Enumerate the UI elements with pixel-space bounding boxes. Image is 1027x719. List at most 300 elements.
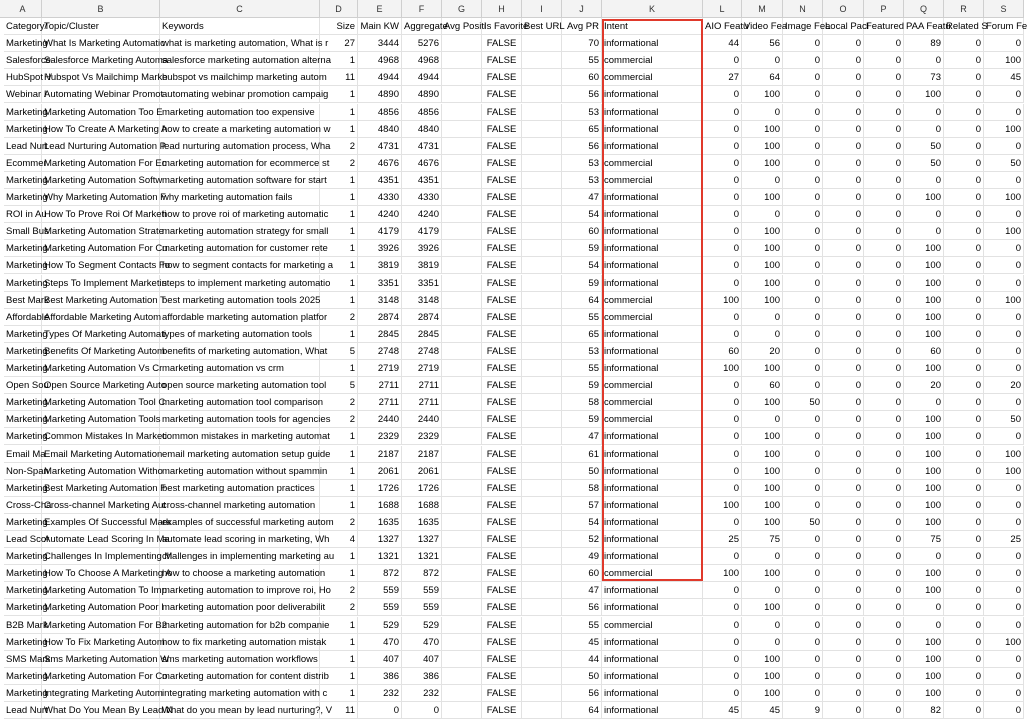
table-cell[interactable]: FALSE: [482, 86, 522, 103]
table-cell[interactable]: 4840: [358, 121, 402, 138]
table-cell[interactable]: HubSpot V: [4, 69, 42, 86]
table-cell[interactable]: 4856: [358, 104, 402, 121]
table-cell[interactable]: 0: [703, 155, 742, 172]
table-cell[interactable]: 0: [864, 514, 904, 531]
table-cell[interactable]: Marketing Automation Strate: [42, 223, 160, 240]
table-cell[interactable]: 100: [742, 360, 783, 377]
table-cell[interactable]: 1: [320, 634, 358, 651]
table-cell[interactable]: 0: [703, 206, 742, 223]
column-letter-r[interactable]: R: [944, 0, 984, 18]
table-cell[interactable]: 1: [320, 240, 358, 257]
table-cell[interactable]: 0: [944, 514, 984, 531]
table-cell[interactable]: 1: [320, 189, 358, 206]
table-cell[interactable]: 872: [358, 565, 402, 582]
table-cell[interactable]: 559: [358, 582, 402, 599]
table-cell[interactable]: Marketing: [4, 685, 42, 702]
table-cell[interactable]: 100: [904, 634, 944, 651]
table-cell[interactable]: 0: [783, 428, 823, 445]
table-cell[interactable]: 2: [320, 411, 358, 428]
table-cell[interactable]: 59: [562, 275, 602, 292]
table-cell[interactable]: automate lead scoring in marketing, Wh: [160, 531, 320, 548]
table-cell[interactable]: 2874: [402, 309, 442, 326]
table-cell[interactable]: 232: [402, 685, 442, 702]
table-cell[interactable]: 0: [783, 189, 823, 206]
table-cell[interactable]: automating webinar promotion campaig: [160, 86, 320, 103]
table-cell[interactable]: 0: [703, 617, 742, 634]
table-cell[interactable]: 60: [703, 343, 742, 360]
table-cell[interactable]: commercial: [602, 172, 703, 189]
table-cell[interactable]: 0: [703, 121, 742, 138]
table-cell[interactable]: 0: [823, 360, 864, 377]
table-cell[interactable]: 100: [742, 480, 783, 497]
table-cell[interactable]: Benefits Of Marketing Autom: [42, 343, 160, 360]
header-cell-h[interactable]: Is Favorite: [482, 18, 522, 35]
table-cell[interactable]: 0: [783, 463, 823, 480]
table-cell[interactable]: 0: [783, 155, 823, 172]
table-cell[interactable]: 1327: [358, 531, 402, 548]
table-cell[interactable]: Marketing Automation For Cu: [42, 240, 160, 257]
table-cell[interactable]: FALSE: [482, 548, 522, 565]
table-cell[interactable]: 100: [904, 668, 944, 685]
table-cell[interactable]: 1726: [358, 480, 402, 497]
table-cell[interactable]: commercial: [602, 155, 703, 172]
table-cell[interactable]: 0: [944, 428, 984, 445]
table-cell[interactable]: 0: [823, 223, 864, 240]
table-cell[interactable]: 4731: [358, 138, 402, 155]
table-cell[interactable]: Why Marketing Automation F: [42, 189, 160, 206]
header-cell-s[interactable]: Forum Fe: [984, 18, 1024, 35]
table-cell[interactable]: 1: [320, 104, 358, 121]
table-cell[interactable]: 1: [320, 651, 358, 668]
column-letter-a[interactable]: A: [4, 0, 42, 18]
table-cell[interactable]: 50: [904, 138, 944, 155]
table-cell[interactable]: 0: [944, 377, 984, 394]
table-cell[interactable]: informational: [602, 685, 703, 702]
header-cell-m[interactable]: Video Fea: [742, 18, 783, 35]
table-cell[interactable]: 1: [320, 428, 358, 445]
table-cell[interactable]: 2719: [402, 360, 442, 377]
table-cell[interactable]: 0: [742, 52, 783, 69]
table-cell[interactable]: 0: [742, 309, 783, 326]
table-cell[interactable]: Non-Span: [4, 463, 42, 480]
table-cell[interactable]: Steps To Implement Marketin: [42, 275, 160, 292]
table-cell[interactable]: 0: [864, 531, 904, 548]
table-cell[interactable]: 45: [742, 702, 783, 719]
table-cell[interactable]: FALSE: [482, 69, 522, 86]
table-cell[interactable]: How To Create A Marketing A: [42, 121, 160, 138]
table-cell[interactable]: 100: [742, 189, 783, 206]
table-cell[interactable]: [442, 634, 482, 651]
table-cell[interactable]: Marketing: [4, 326, 42, 343]
table-cell[interactable]: Sms Marketing Automation W: [42, 651, 160, 668]
table-cell[interactable]: 2440: [402, 411, 442, 428]
table-cell[interactable]: 47: [562, 428, 602, 445]
table-cell[interactable]: informational: [602, 514, 703, 531]
table-cell[interactable]: Marketing Automation Poor I: [42, 599, 160, 616]
table-cell[interactable]: 0: [944, 121, 984, 138]
table-cell[interactable]: 4351: [402, 172, 442, 189]
table-cell[interactable]: 0: [823, 275, 864, 292]
table-cell[interactable]: 100: [904, 326, 944, 343]
table-cell[interactable]: 0: [984, 497, 1024, 514]
table-cell[interactable]: Salesforce Marketing Automa: [42, 52, 160, 69]
table-cell[interactable]: commercial: [602, 411, 703, 428]
table-cell[interactable]: 232: [358, 685, 402, 702]
table-cell[interactable]: 0: [864, 668, 904, 685]
table-cell[interactable]: [522, 121, 562, 138]
table-cell[interactable]: 73: [904, 69, 944, 86]
table-cell[interactable]: informational: [602, 206, 703, 223]
table-cell[interactable]: [442, 309, 482, 326]
table-cell[interactable]: [522, 428, 562, 445]
table-cell[interactable]: 27: [703, 69, 742, 86]
table-cell[interactable]: 100: [703, 292, 742, 309]
table-cell[interactable]: examples of successful marketing autom: [160, 514, 320, 531]
table-cell[interactable]: Marketing: [4, 104, 42, 121]
table-cell[interactable]: 0: [703, 275, 742, 292]
table-cell[interactable]: SMS Mark: [4, 651, 42, 668]
table-cell[interactable]: 1: [320, 206, 358, 223]
table-cell[interactable]: 3148: [402, 292, 442, 309]
table-cell[interactable]: 60: [562, 223, 602, 240]
table-cell[interactable]: 0: [823, 292, 864, 309]
table-cell[interactable]: 100: [904, 582, 944, 599]
table-cell[interactable]: FALSE: [482, 668, 522, 685]
table-cell[interactable]: [442, 326, 482, 343]
table-cell[interactable]: 0: [742, 411, 783, 428]
table-cell[interactable]: Marketing: [4, 411, 42, 428]
table-cell[interactable]: 0: [864, 35, 904, 52]
table-cell[interactable]: 0: [783, 497, 823, 514]
table-cell[interactable]: 100: [742, 497, 783, 514]
table-cell[interactable]: 0: [783, 104, 823, 121]
column-letter-o[interactable]: O: [823, 0, 864, 18]
table-cell[interactable]: 4676: [402, 155, 442, 172]
table-cell[interactable]: 0: [864, 223, 904, 240]
table-cell[interactable]: Marketing: [4, 172, 42, 189]
table-cell[interactable]: FALSE: [482, 360, 522, 377]
table-cell[interactable]: FALSE: [482, 497, 522, 514]
table-cell[interactable]: informational: [602, 599, 703, 616]
header-cell-b[interactable]: Topic/Cluster: [42, 18, 160, 35]
table-cell[interactable]: 0: [783, 582, 823, 599]
table-cell[interactable]: marketing automation for customer rete: [160, 240, 320, 257]
table-cell[interactable]: [442, 702, 482, 719]
table-cell[interactable]: 2874: [358, 309, 402, 326]
table-cell[interactable]: 0: [944, 240, 984, 257]
table-cell[interactable]: 27: [320, 35, 358, 52]
table-cell[interactable]: marketing automation for ecommerce st: [160, 155, 320, 172]
table-cell[interactable]: informational: [602, 428, 703, 445]
table-cell[interactable]: FALSE: [482, 292, 522, 309]
table-cell[interactable]: marketing automation to improve roi, Ho: [160, 582, 320, 599]
table-cell[interactable]: [522, 104, 562, 121]
table-cell[interactable]: 2: [320, 514, 358, 531]
table-cell[interactable]: 20: [904, 377, 944, 394]
table-cell[interactable]: 2187: [358, 446, 402, 463]
table-cell[interactable]: 75: [904, 531, 944, 548]
table-cell[interactable]: 4856: [402, 104, 442, 121]
column-letter-f[interactable]: F: [402, 0, 442, 18]
table-cell[interactable]: best marketing automation tools 2025: [160, 292, 320, 309]
table-cell[interactable]: Marketing Automation Witho: [42, 463, 160, 480]
table-cell[interactable]: 100: [904, 497, 944, 514]
table-cell[interactable]: [442, 548, 482, 565]
table-cell[interactable]: 100: [984, 446, 1024, 463]
table-cell[interactable]: Cross-Cha: [4, 497, 42, 514]
table-cell[interactable]: 4179: [402, 223, 442, 240]
header-cell-o[interactable]: Local Pacl: [823, 18, 864, 35]
table-cell[interactable]: FALSE: [482, 514, 522, 531]
column-letter-g[interactable]: G: [442, 0, 482, 18]
table-cell[interactable]: 0: [703, 309, 742, 326]
header-cell-a[interactable]: Category/: [4, 18, 42, 35]
table-cell[interactable]: 1: [320, 685, 358, 702]
table-cell[interactable]: 0: [783, 326, 823, 343]
header-cell-d[interactable]: Size: [320, 18, 358, 35]
table-cell[interactable]: 0: [984, 326, 1024, 343]
table-cell[interactable]: [522, 394, 562, 411]
table-cell[interactable]: 100: [742, 86, 783, 103]
table-cell[interactable]: Automate Lead Scoring In Ma: [42, 531, 160, 548]
table-cell[interactable]: 0: [864, 69, 904, 86]
table-cell[interactable]: 100: [742, 138, 783, 155]
table-cell[interactable]: 2329: [402, 428, 442, 445]
table-cell[interactable]: 0: [984, 668, 1024, 685]
table-cell[interactable]: 0: [823, 155, 864, 172]
table-cell[interactable]: Marketing: [4, 548, 42, 565]
table-cell[interactable]: 0: [823, 257, 864, 274]
table-cell[interactable]: [522, 326, 562, 343]
table-cell[interactable]: 100: [904, 86, 944, 103]
table-cell[interactable]: How To Choose A Marketing A: [42, 565, 160, 582]
table-cell[interactable]: 0: [984, 685, 1024, 702]
table-cell[interactable]: 0: [823, 565, 864, 582]
table-cell[interactable]: 0: [703, 52, 742, 69]
table-cell[interactable]: 2845: [358, 326, 402, 343]
table-cell[interactable]: Integrating Marketing Autom: [42, 685, 160, 702]
table-cell[interactable]: 0: [823, 377, 864, 394]
table-cell[interactable]: 0: [703, 548, 742, 565]
table-cell[interactable]: 0: [864, 155, 904, 172]
table-cell[interactable]: 1: [320, 548, 358, 565]
table-cell[interactable]: Automating Webinar Promot: [42, 86, 160, 103]
table-cell[interactable]: 0: [984, 360, 1024, 377]
table-cell[interactable]: 0: [823, 69, 864, 86]
table-cell[interactable]: 50: [783, 394, 823, 411]
table-cell[interactable]: 0: [823, 702, 864, 719]
table-cell[interactable]: 872: [402, 565, 442, 582]
table-cell[interactable]: [522, 292, 562, 309]
table-cell[interactable]: 100: [742, 565, 783, 582]
table-cell[interactable]: [442, 565, 482, 582]
table-cell[interactable]: [522, 582, 562, 599]
table-cell[interactable]: 0: [984, 599, 1024, 616]
table-cell[interactable]: 3819: [402, 257, 442, 274]
table-cell[interactable]: 2: [320, 394, 358, 411]
table-cell[interactable]: 0: [823, 463, 864, 480]
table-cell[interactable]: [442, 206, 482, 223]
table-cell[interactable]: 0: [783, 52, 823, 69]
table-cell[interactable]: 4676: [358, 155, 402, 172]
table-cell[interactable]: 25: [984, 531, 1024, 548]
table-cell[interactable]: [522, 463, 562, 480]
table-cell[interactable]: 0: [823, 617, 864, 634]
table-cell[interactable]: Types Of Marketing Automati: [42, 326, 160, 343]
table-cell[interactable]: 44: [703, 35, 742, 52]
table-cell[interactable]: 4731: [402, 138, 442, 155]
table-cell[interactable]: 55: [562, 617, 602, 634]
table-cell[interactable]: 50: [904, 155, 944, 172]
table-cell[interactable]: 0: [823, 685, 864, 702]
table-cell[interactable]: 49: [562, 548, 602, 565]
table-cell[interactable]: informational: [602, 189, 703, 206]
table-cell[interactable]: marketing automation for b2b companie: [160, 617, 320, 634]
table-cell[interactable]: [522, 514, 562, 531]
table-cell[interactable]: [442, 240, 482, 257]
table-cell[interactable]: commercial: [602, 377, 703, 394]
table-cell[interactable]: [442, 582, 482, 599]
table-cell[interactable]: 0: [703, 189, 742, 206]
table-cell[interactable]: common mistakes in marketing automat: [160, 428, 320, 445]
table-cell[interactable]: informational: [602, 463, 703, 480]
table-cell[interactable]: 0: [864, 257, 904, 274]
table-cell[interactable]: 100: [742, 428, 783, 445]
table-cell[interactable]: 0: [944, 52, 984, 69]
table-cell[interactable]: [522, 668, 562, 685]
table-cell[interactable]: Marketing Automation For Ec: [42, 155, 160, 172]
table-cell[interactable]: 0: [703, 172, 742, 189]
table-cell[interactable]: 0: [703, 394, 742, 411]
table-cell[interactable]: 55: [562, 360, 602, 377]
table-cell[interactable]: 0: [944, 275, 984, 292]
table-cell[interactable]: [522, 52, 562, 69]
table-cell[interactable]: What do you mean by lead nurturing?, V: [160, 702, 320, 719]
table-cell[interactable]: FALSE: [482, 309, 522, 326]
table-cell[interactable]: 0: [783, 651, 823, 668]
column-letter-s[interactable]: S: [984, 0, 1024, 18]
table-cell[interactable]: 0: [823, 35, 864, 52]
table-cell[interactable]: [442, 52, 482, 69]
table-cell[interactable]: 0: [703, 634, 742, 651]
table-cell[interactable]: [522, 497, 562, 514]
table-cell[interactable]: 100: [703, 497, 742, 514]
table-cell[interactable]: 0: [944, 480, 984, 497]
table-cell[interactable]: 0: [944, 189, 984, 206]
table-cell[interactable]: 100: [742, 651, 783, 668]
table-cell[interactable]: 0: [402, 702, 442, 719]
table-cell[interactable]: 100: [904, 240, 944, 257]
table-cell[interactable]: FALSE: [482, 411, 522, 428]
table-cell[interactable]: 0: [984, 172, 1024, 189]
table-cell[interactable]: 559: [358, 599, 402, 616]
table-cell[interactable]: 56: [562, 599, 602, 616]
header-cell-j[interactable]: Avg PR: [562, 18, 602, 35]
table-cell[interactable]: marketing automation strategy for small: [160, 223, 320, 240]
table-cell[interactable]: [522, 275, 562, 292]
table-cell[interactable]: 0: [783, 685, 823, 702]
table-cell[interactable]: 0: [944, 565, 984, 582]
table-cell[interactable]: Marketing: [4, 599, 42, 616]
table-cell[interactable]: 100: [904, 514, 944, 531]
table-cell[interactable]: 100: [742, 275, 783, 292]
table-cell[interactable]: 56: [562, 86, 602, 103]
table-cell[interactable]: 82: [904, 702, 944, 719]
column-letter-b[interactable]: B: [42, 0, 160, 18]
table-cell[interactable]: [522, 377, 562, 394]
table-cell[interactable]: 1: [320, 121, 358, 138]
table-cell[interactable]: 100: [904, 257, 944, 274]
table-cell[interactable]: 4351: [358, 172, 402, 189]
column-letter-q[interactable]: Q: [904, 0, 944, 18]
table-cell[interactable]: 58: [562, 394, 602, 411]
table-cell[interactable]: open source marketing automation tool: [160, 377, 320, 394]
table-cell[interactable]: 1: [320, 497, 358, 514]
table-cell[interactable]: 0: [944, 599, 984, 616]
table-cell[interactable]: 0: [703, 377, 742, 394]
table-cell[interactable]: 470: [402, 634, 442, 651]
table-cell[interactable]: 0: [703, 446, 742, 463]
table-cell[interactable]: FALSE: [482, 275, 522, 292]
table-cell[interactable]: 4179: [358, 223, 402, 240]
table-cell[interactable]: 0: [904, 617, 944, 634]
table-cell[interactable]: 0: [783, 360, 823, 377]
table-cell[interactable]: 1327: [402, 531, 442, 548]
table-cell[interactable]: Lead Nurt: [4, 138, 42, 155]
table-cell[interactable]: Marketing Automation Tools: [42, 411, 160, 428]
table-cell[interactable]: 0: [864, 206, 904, 223]
table-cell[interactable]: informational: [602, 223, 703, 240]
table-cell[interactable]: [442, 394, 482, 411]
table-cell[interactable]: challenges in implementing marketing au: [160, 548, 320, 565]
table-cell[interactable]: [522, 411, 562, 428]
table-cell[interactable]: informational: [602, 326, 703, 343]
table-cell[interactable]: 0: [783, 480, 823, 497]
table-cell[interactable]: marketing automation vs crm: [160, 360, 320, 377]
table-cell[interactable]: 75: [742, 531, 783, 548]
table-cell[interactable]: benefits of marketing automation, What: [160, 343, 320, 360]
table-cell[interactable]: Marketing: [4, 565, 42, 582]
table-cell[interactable]: 100: [742, 257, 783, 274]
table-cell[interactable]: 0: [783, 292, 823, 309]
table-cell[interactable]: 0: [904, 52, 944, 69]
table-cell[interactable]: 0: [703, 257, 742, 274]
table-cell[interactable]: 56: [562, 138, 602, 155]
table-cell[interactable]: ROI in Au: [4, 206, 42, 223]
table-cell[interactable]: Salesforce: [4, 52, 42, 69]
table-cell[interactable]: [522, 206, 562, 223]
table-cell[interactable]: 2: [320, 138, 358, 155]
table-cell[interactable]: Marketing Automation Softw: [42, 172, 160, 189]
table-cell[interactable]: 0: [783, 668, 823, 685]
table-cell[interactable]: 2748: [402, 343, 442, 360]
column-letter-n[interactable]: N: [783, 0, 823, 18]
table-cell[interactable]: 1: [320, 257, 358, 274]
table-cell[interactable]: Open Source Marketing Auto: [42, 377, 160, 394]
table-cell[interactable]: 0: [823, 309, 864, 326]
table-cell[interactable]: 0: [823, 497, 864, 514]
table-cell[interactable]: 0: [823, 240, 864, 257]
table-cell[interactable]: FALSE: [482, 582, 522, 599]
table-cell[interactable]: 100: [904, 463, 944, 480]
table-cell[interactable]: [522, 257, 562, 274]
column-letter-c[interactable]: C: [160, 0, 320, 18]
table-cell[interactable]: FALSE: [482, 138, 522, 155]
table-cell[interactable]: 1688: [402, 497, 442, 514]
table-cell[interactable]: [442, 446, 482, 463]
table-cell[interactable]: [442, 275, 482, 292]
table-cell[interactable]: 0: [742, 172, 783, 189]
